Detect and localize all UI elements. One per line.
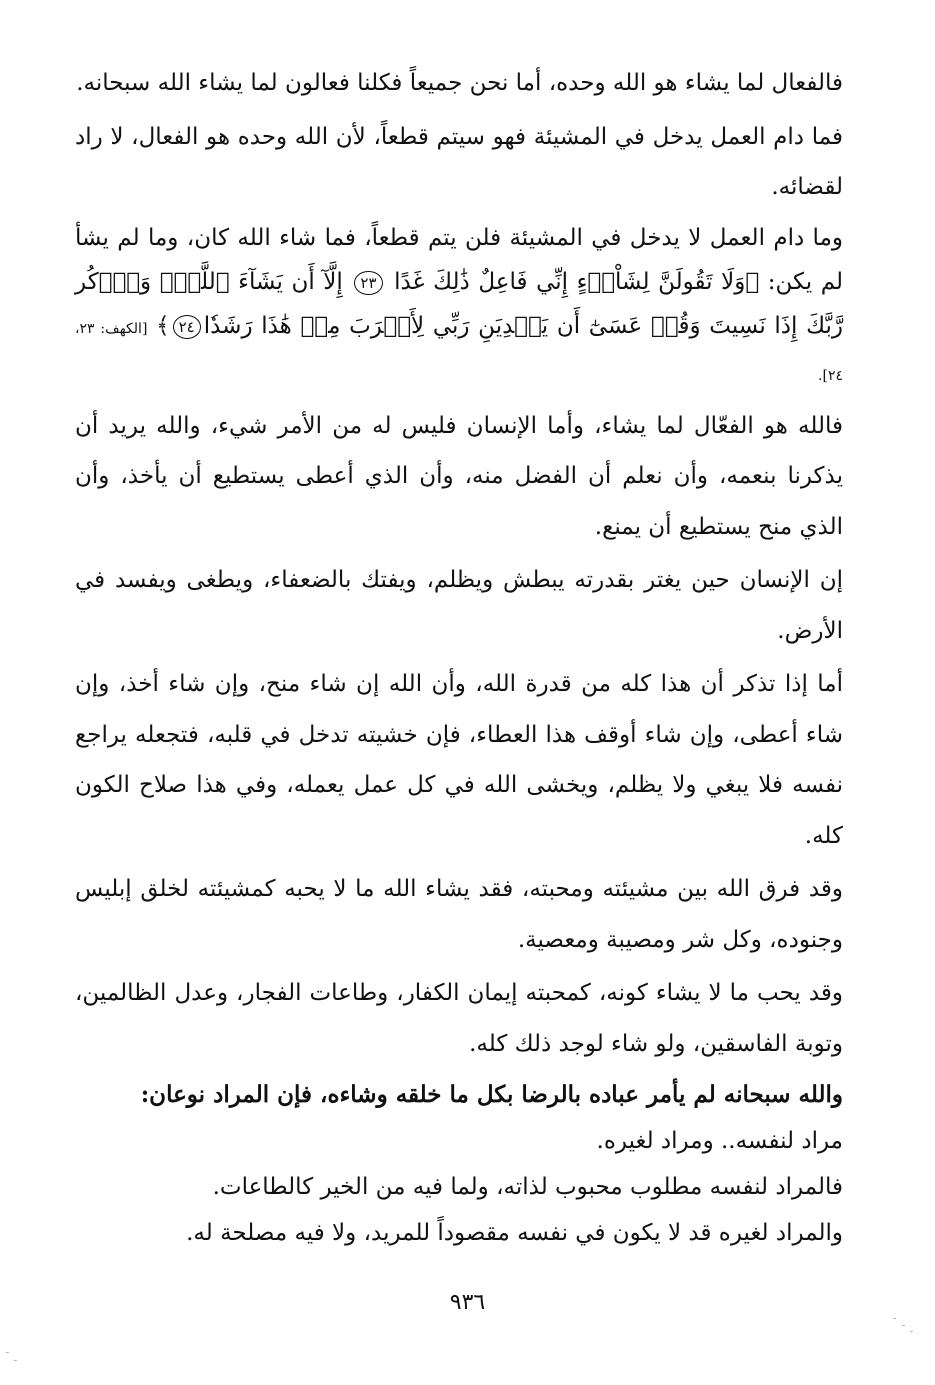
ayah-number-marker: ٢٣ bbox=[354, 271, 382, 295]
paragraph: والمراد لغيره قد لا يكون في نفسه مقصوداً للمريد، ولا فيه مصلحة له. bbox=[186, 1220, 843, 1246]
paragraph: فالفعال لما يشاء هو الله وحده، أما نحن جميعاً فكلنا فعالون لما يشاء الله سبحانه. bbox=[76, 70, 843, 96]
paragraph: مراد لنفسه.. ومراد لغيره. bbox=[596, 1128, 843, 1154]
ayah-number-marker: ٢٤ bbox=[173, 315, 201, 339]
page-number: ٩٣٦ bbox=[449, 1290, 486, 1315]
page-body bbox=[75, 58, 843, 1256]
quran-verse-paragraph bbox=[75, 216, 843, 398]
scan-speck bbox=[6, 1352, 9, 1353]
paragraph: فالله هو الفعّال لما يشاء، وأما الإنسان فليس له من الأمر شيء، والله يريد أن يذكرنا بنعمه، وأن نعلم أن الفضل منه، وأن الذي أعطى يستطيع أن يأخذ، وأن الذي منح يستطيع أن يمنع. bbox=[75, 412, 843, 540]
paragraph: فما دام العمل يدخل في المشيئة فهو سيتم قطعاً، لأن الله وحده هو الفعال، لا راد لقضائه. bbox=[75, 123, 843, 200]
paragraph: وقد فرق الله بين مشيئته ومحبته، فقد يشاء الله ما لا يحبه كمشيئته لخلق إبليس وجنوده، وكل شر ومصيبة ومعصية. bbox=[75, 876, 843, 953]
scan-speck bbox=[902, 1325, 905, 1326]
surah-citation: [الكهف: ٢٣، ٢٤]. bbox=[75, 320, 843, 384]
verse-open-bracket: ﴿ bbox=[745, 268, 760, 295]
scan-speck bbox=[910, 1331, 913, 1332]
scan-speck bbox=[893, 1318, 896, 1319]
paragraph: إن الإنسان حين يغتر بقدرته يبطش ويظلم، ويفتك بالضعفاء، ويطغى ويفسد في الأرض. bbox=[75, 567, 843, 644]
quran-verse-text: وَلَا تَقُولَنَّ لِشَاْىۡءٍ إِنِّي فَاعِلٌ ذَٰلِكَ غَدًا bbox=[394, 268, 746, 295]
bold-heading-line: والله سبحانه لم يأمر عباده بالرضا بكل ما خلقه وشاءه، فإن المراد نوعان: bbox=[140, 1081, 843, 1108]
scan-speck bbox=[14, 1360, 17, 1361]
paragraph: وقد يحب ما لا يشاء كونه، كمحبته إيمان الكفار، وطاعات الفجار، وعدل الظالمين، وتوبة الفاسقين، ولو شاء لوجد ذلك كله. bbox=[75, 980, 843, 1057]
quran-verse-text: إِلَّآ أَن يَشَآءَ ٱللَّهُۚ وَٱذۡكُر رَّبَّكَ إِذَا نَسِيتَ وَقُلۡ عَسَىٰٓ أَن يَهۡدِيَنِ رَبِّي لِأَقۡرَبَ مِنۡ هَٰذَا رَشَدٗا bbox=[75, 268, 843, 339]
paragraph: فالمراد لنفسه مطلوب محبوب لذاته، ولما فيه من الخير كالطاعات. bbox=[212, 1174, 843, 1200]
verse-close-bracket: ﴾ bbox=[156, 312, 170, 339]
paragraph: أما إذا تذكر أن هذا كله من قدرة الله، وأن الله إن شاء منح، وإن شاء أخذ، وإن شاء أعطى، وإن شاء أوقف هذا العطاء، فإن خشيته تدخل في قلبه، فتجعله يراجع نفسه فلا يبغي ولا يظلم، ويخشى الله في كل عمل يعمله، وفي هذا صلاح الكون كله. bbox=[75, 671, 843, 849]
verse-intro: وما دام العمل لا يدخل في المشيئة فلن يتم قطعاً، فما شاء الله كان، وما لم يشأ لم يكن: bbox=[75, 224, 844, 295]
